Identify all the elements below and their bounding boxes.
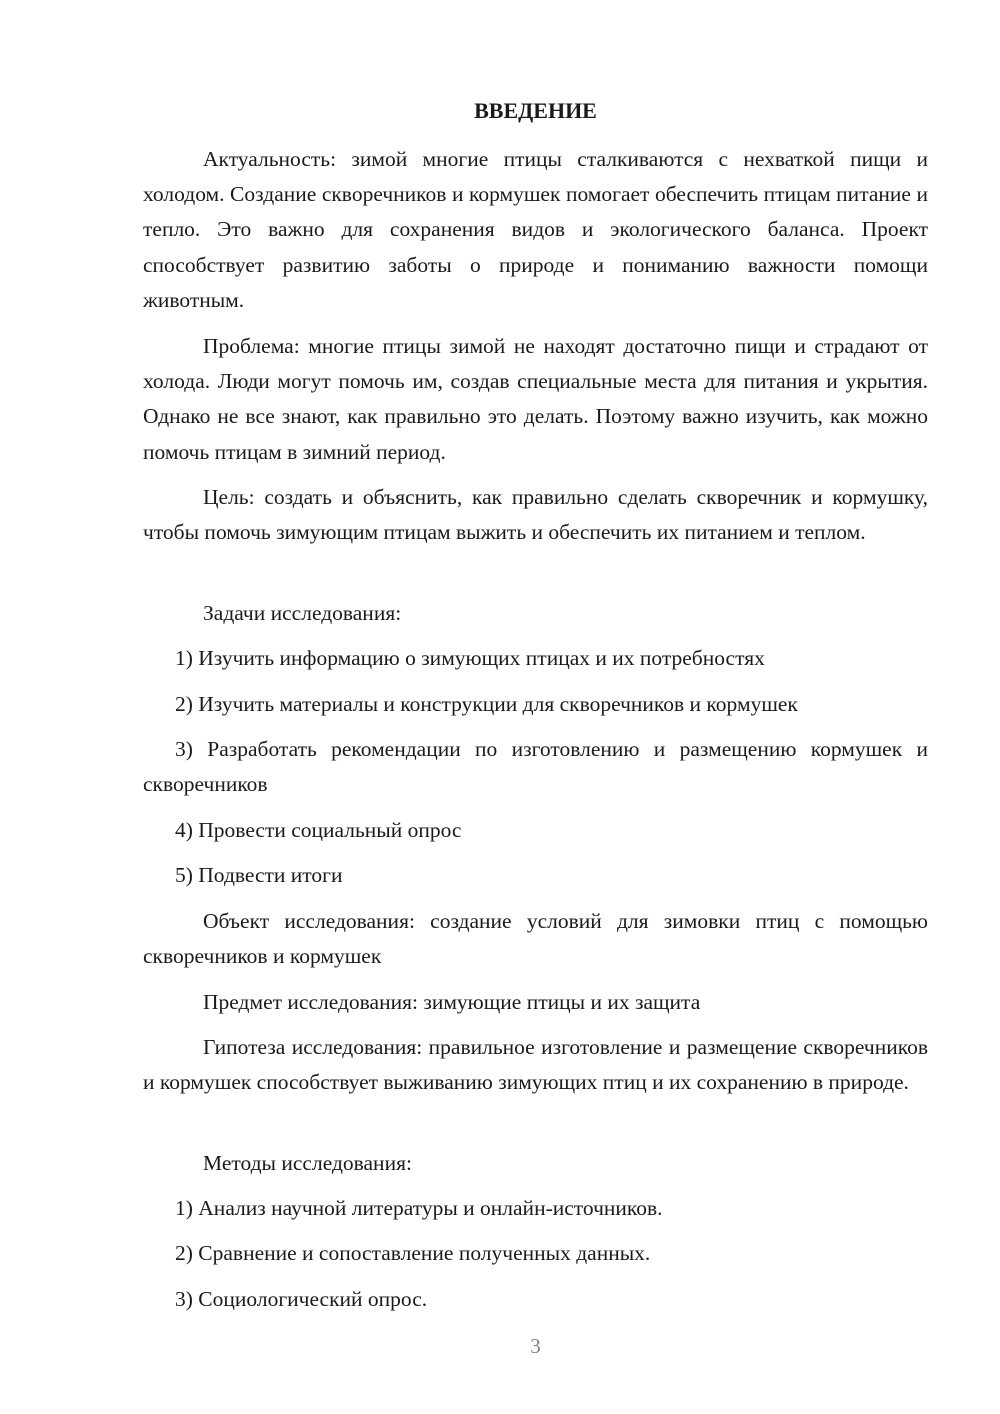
method-item: 2) Сравнение и сопоставление полученных данных. (175, 1241, 651, 1265)
task-item: 2) Изучить материалы и конструкции для скворечников и кормушек (175, 692, 798, 716)
method-item: 1) Анализ научной литературы и онлайн-источников. (175, 1196, 663, 1220)
task-item: 3) Разработать рекомендации по изготовлению и размещению кормушек и скворечников (143, 737, 928, 797)
goal-paragraph: Цель: создать и объяснить, как правильно сделать скворечник и кормушку, чтобы помочь зимующим птицам выжить и обеспечить их питанием и теплом. (143, 485, 928, 545)
page-number: 3 (530, 1334, 541, 1358)
section-title: ВВЕДЕНИЕ (474, 98, 597, 123)
task-item: 4) Провести социальный опрос (175, 818, 462, 842)
task-item: 1) Изучить информацию о зимующих птицах и их потребностях (175, 646, 765, 670)
subject-paragraph: Предмет исследования: зимующие птицы и их защита (203, 990, 701, 1014)
tasks-heading: Задачи исследования: (203, 601, 402, 625)
methods-heading: Методы исследования: (203, 1151, 412, 1175)
problem-paragraph: Проблема: многие птицы зимой не находят достаточно пищи и страдают от холода. Люди могут помочь им, создав специальные места для питания и укрытия. Однако не все знают, как правильно это делать. Поэтому важно изучить, как можно помочь птицам в зимний период. (143, 334, 928, 464)
relevance-paragraph: Актуальность: зимой многие птицы сталкиваются с нехваткой пищи и холодом. Создание скворечников и кормушек помогает обеспечить птицам питание и тепло. Это важно для сохранения видов и экологического баланса. Проект способствует развитию заботы о природе и пониманию важности помощи животным. (143, 147, 928, 312)
method-item: 3) Социологический опрос. (175, 1287, 428, 1311)
task-item: 5) Подвести итоги (175, 863, 343, 887)
hypothesis-paragraph: Гипотеза исследования: правильное изготовление и размещение скворечников и кормушек способствует выживанию зимующих птиц и их сохранению в природе. (143, 1035, 928, 1095)
object-paragraph: Объект исследования: создание условий для зимовки птиц с помощью скворечников и кормушек (143, 909, 928, 969)
